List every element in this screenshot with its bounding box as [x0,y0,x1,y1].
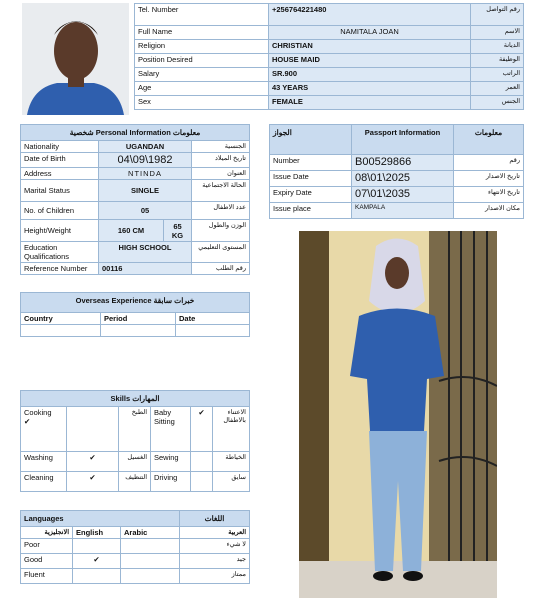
table-row [270,187,524,203]
marital-ar: الحالة الاجتماعية [192,180,250,202]
table-row [21,452,250,472]
full-body-photo [299,231,497,598]
sex-ar: الجنس [471,96,524,110]
overseas-col-country: Country [21,313,101,325]
weight-value: 65 KG [164,220,192,242]
tel-label: Tel. Number [135,4,269,26]
education-label: Education Qualifications [21,242,99,263]
passport-header-ar-right: معلومات [454,125,524,155]
expiry-date-ar: تاريخ الانتهاء [454,187,524,203]
lang-fluent-label: Fluent [21,569,73,584]
table-row [21,153,250,168]
overseas-col-period: Period [101,313,176,325]
skill-cooking [21,407,67,452]
table-row [21,569,250,584]
table-row [135,26,524,40]
height-ar: الوزن والطول [192,220,250,242]
salary-value: SR.900 [269,68,471,82]
languages-header: Languages [21,511,180,527]
age-value: 43 YEARS [269,82,471,96]
table-row [21,472,250,492]
skills-table [20,390,250,492]
passport-number-ar: رقم [454,155,524,171]
issue-date-label: Issue Date [270,171,352,187]
skill-washing-label: Washing [21,452,67,472]
personal-info-table [20,124,250,275]
skill-cleaning-check: ✔ [67,472,119,492]
skill-sewing-label: Sewing [151,452,191,472]
tel-value: +256764221480 [269,4,471,26]
age-label: Age [135,82,269,96]
table-row [21,220,250,242]
sex-label: Sex [135,96,269,110]
reference-label: Reference Number [21,263,99,275]
dob-value: 04\09\1982 [99,153,192,168]
position-ar: الوظيفة [471,54,524,68]
lang-col-arabic-ar: العربية [180,527,250,539]
issue-place-value: KAMPALA [352,203,454,219]
skill-washing-check: ✔ [67,452,119,472]
table-row [135,82,524,96]
issue-place-ar: مكان الاصدار [454,203,524,219]
issue-date-ar: تاريخ الاصدار [454,171,524,187]
lang-poor-ar: لا شيء [180,539,250,554]
nationality-ar: الجنسية [192,141,250,153]
name-label: Full Name [135,26,269,40]
expiry-date-label: Expiry Date [270,187,352,203]
table-row [135,54,524,68]
skills-header: Skills المهارات [21,391,250,407]
skill-driving-label: Driving [151,472,191,492]
overseas-header: Overseas Experience خبرات سابقة [21,293,250,313]
table-row [270,203,524,219]
children-label: No. of Children [21,202,99,220]
table-row [270,171,524,187]
salary-ar: الراتب [471,68,524,82]
address-label: Address [21,168,99,180]
position-label: Position Desired [135,54,269,68]
table-row [21,141,250,153]
passport-number-value: B00529866 [352,155,454,171]
table-row [21,202,250,220]
skill-babysitting-check: ✔ [191,407,213,452]
name-value: NAMITALA JOAN [269,26,471,40]
headshot-photo [22,3,129,115]
marital-label: Marital Status [21,180,99,202]
religion-label: Religion [135,40,269,54]
height-label: Height/Weight [21,220,99,242]
position-value: HOUSE MAID [269,54,471,68]
lang-poor-label: Poor [21,539,73,554]
lang-good-ar: جيد [180,554,250,569]
nationality-value: UGANDAN [99,141,192,153]
skill-babysitting-label: Baby Sitting [151,407,191,452]
issue-date-value: 08\01\2025 [352,171,454,187]
dob-ar: تاريخ الميلاد [192,153,250,168]
address-value: NTINDA [99,168,192,180]
expiry-date-value: 07\01\2035 [352,187,454,203]
religion-ar: الديانة [471,40,524,54]
table-row [270,155,524,171]
full-body-photo-image [299,231,497,598]
table-row [21,263,250,275]
marital-value: SINGLE [99,180,192,202]
issue-place-label: Issue place [270,203,352,219]
salary-label: Salary [135,68,269,82]
education-ar: المستوى التعليمي [192,242,250,263]
skill-cleaning-label: Cleaning [21,472,67,492]
table-row [21,554,250,569]
top-info-table [134,3,524,110]
religion-value: CHRISTIAN [269,40,471,54]
languages-table [20,510,250,584]
skill-driving-ar: سايق [213,472,250,492]
dob-label: Date of Birth [21,153,99,168]
passport-info-table [269,124,524,219]
overseas-experience-table [20,292,250,337]
lang-col-english: English [73,527,121,539]
skill-cleaning-ar: التنظيف [119,472,151,492]
children-ar: عدد الاطفال [192,202,250,220]
education-value: HIGH SCHOOL [99,242,192,263]
table-row [135,96,524,110]
sex-value: FEMALE [269,96,471,110]
skill-cooking-label: Cooking [24,408,52,417]
headshot-photo-image [22,3,129,115]
passport-header: Passport Information [352,125,454,155]
nationality-label: Nationality [21,141,99,153]
tel-ar: رقم التواصل [471,4,524,26]
table-row [21,168,250,180]
table-row [135,40,524,54]
languages-header-ar: اللغات [180,511,250,527]
table-row [21,539,250,554]
lang-col-english-ar: الانجليزية [21,527,73,539]
lang-col-arabic: Arabic [121,527,180,539]
table-row [135,4,524,26]
passport-number-label: Number [270,155,352,171]
address-ar: العنوان [192,168,250,180]
table-row [21,180,250,202]
children-value: 05 [99,202,192,220]
name-ar: الاسم [471,26,524,40]
personal-header: شخصية Personal Information معلومات [21,125,250,141]
lang-good-label: Good [21,554,73,569]
table-row [135,68,524,82]
skill-babysitting-ar: الاعتناء بالاطفال [213,407,250,452]
skill-washing-ar: الغسيل [119,452,151,472]
table-row [21,242,250,263]
passport-header-ar-left: الجواز [270,125,352,155]
skill-cooking-ar: الطبخ [119,407,151,452]
reference-ar: رقم الطلب [192,263,250,275]
reference-value: 00116 [99,263,192,275]
skill-sewing-ar: الخياطة [213,452,250,472]
table-row [21,407,250,452]
overseas-col-date: Date [176,313,250,325]
skill-cooking-check: ✔ [24,417,31,426]
height-value: 160 CM [99,220,164,242]
lang-fluent-ar: ممتاز [180,569,250,584]
lang-good-english-check: ✔ [73,554,121,569]
age-ar: العمر [471,82,524,96]
